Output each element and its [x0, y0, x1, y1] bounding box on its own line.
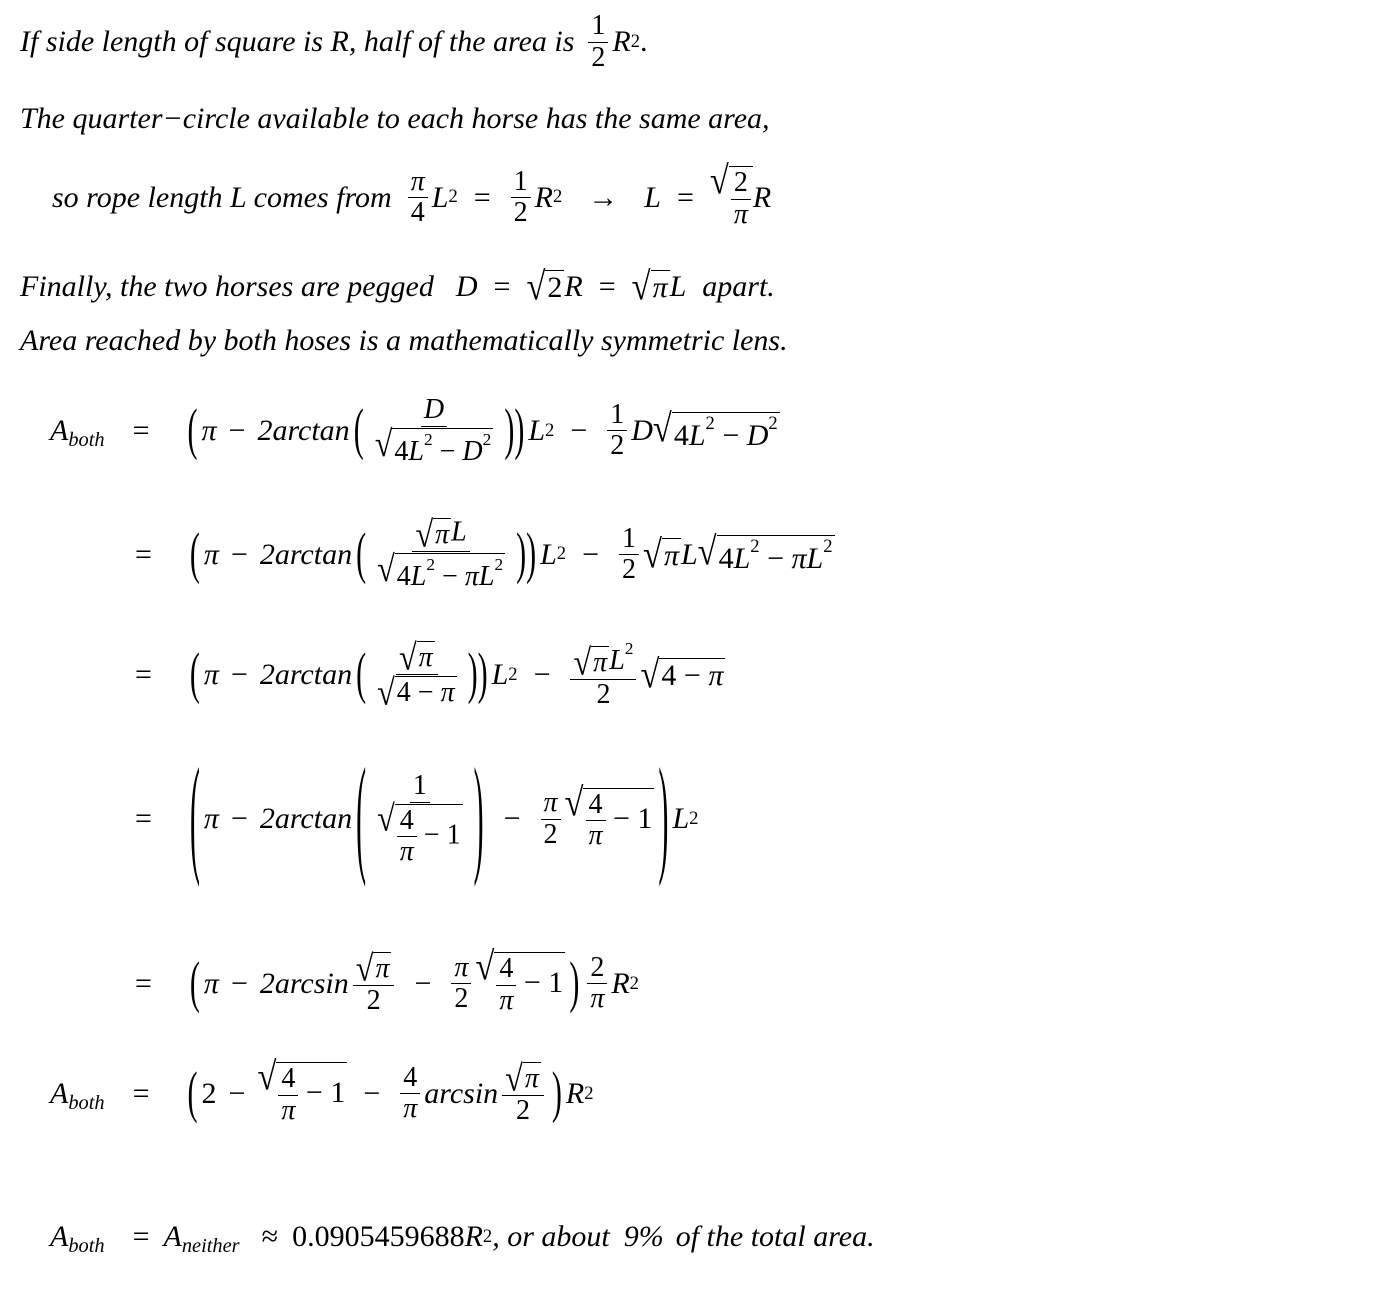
- symbol-L: L: [644, 180, 661, 214]
- final-value: 0.0905459688: [292, 1220, 465, 1253]
- minus-sign: −: [570, 413, 588, 447]
- two-over-pi: [587, 951, 607, 1015]
- arctan-label: 2arctan: [257, 413, 350, 447]
- symbol-R: R: [752, 180, 772, 214]
- symbol-R: R: [564, 270, 583, 304]
- den-two: 2: [543, 818, 558, 850]
- symbol-L: L: [669, 270, 687, 304]
- intro-line-3: so rope length L comes from $\frac{\pi}{4}$ L 2 = $\frac{1}{2}$ R 2 → L = √ $\frac{2}{\pi}$ R: [52, 158, 772, 230]
- approx-sign: ≈: [261, 1220, 279, 1253]
- symbol-A: A: [50, 1220, 69, 1253]
- one-over-sqrt: 1 √ $\frac{4}{\pi}$ − 1: [377, 770, 461, 868]
- den-pi: π: [733, 198, 748, 230]
- final-tail: of the total area.: [675, 1220, 875, 1253]
- symbol-R: R: [534, 180, 553, 214]
- den-two: 2: [366, 985, 381, 1017]
- symbol-A: A: [50, 1076, 69, 1110]
- radicand-pi: π: [652, 271, 668, 304]
- sqrt-two-over-pi: √ $\frac{2}{\pi}$: [710, 166, 753, 229]
- equals-sign: =: [135, 537, 152, 571]
- equals-sign: =: [135, 802, 152, 836]
- sqrtpi-over-sqrt: √ π √ 4 − π: [377, 636, 455, 714]
- equals-sign: =: [135, 657, 152, 691]
- minus-sign: −: [228, 413, 246, 447]
- num-one: 1: [511, 168, 531, 199]
- num-two: 2: [587, 954, 607, 985]
- intro-text-4: Finally, the two horses are pegged: [20, 270, 434, 304]
- final-text: , or about: [492, 1220, 610, 1253]
- num-one: 1: [619, 525, 639, 556]
- symbol-D: D: [455, 270, 478, 304]
- pi-over-2: [451, 951, 471, 1015]
- sqrtpi-l-over-sqrt: √ π L √ $4L^2 - \pi L^2$: [377, 513, 504, 592]
- num-D: D: [421, 396, 447, 427]
- symbol-pi: π: [203, 966, 219, 1000]
- arctan-label: 2arctan: [259, 537, 353, 571]
- den-two: 2: [622, 554, 637, 586]
- equals-sign: =: [493, 270, 511, 304]
- den-two: 2: [596, 679, 611, 711]
- equals-sign: =: [135, 966, 152, 1000]
- arctan-label: 2arctan: [259, 657, 353, 691]
- minus-sign: −: [363, 1076, 381, 1110]
- symbol-pi: π: [203, 802, 219, 836]
- minus-sign: −: [230, 537, 248, 571]
- equation-6: A both = ( 2 − √ $\frac{4}{\pi}$ − 1 − $\frac{4}{\pi}$ arcsin √ π 2 ) R 2: [50, 1055, 594, 1127]
- num-two: 2: [731, 169, 751, 200]
- subscript-both: both: [68, 1091, 105, 1114]
- symbol-pi: π: [203, 657, 219, 691]
- equation-3: = ( π − 2arctan ( √ π √ 4 − π )) L 2 − √ π $L^2$ 2 √ 4 − π: [135, 636, 724, 714]
- minus-sign: −: [503, 802, 521, 836]
- equals-sign: =: [132, 1076, 150, 1110]
- num-one: 1: [607, 401, 627, 432]
- intro-line-4: [20, 265, 775, 309]
- d-over-sqrt: D √ $4L^2 - D^2$: [374, 394, 492, 467]
- arcsin-label: 2arcsin: [259, 966, 349, 1000]
- pi-over-2: [541, 789, 561, 849]
- pi-over-four: [408, 165, 428, 229]
- sqrt-two: √ 2: [526, 265, 563, 309]
- num-pi: π: [451, 954, 471, 985]
- symbol-pi: π: [201, 413, 217, 447]
- den-two: 2: [610, 430, 625, 462]
- arcsin-label: arcsin: [424, 1076, 499, 1110]
- intro-text-4-post: apart.: [702, 270, 775, 304]
- half-fraction: [588, 12, 608, 72]
- num-two: 2: [201, 1076, 217, 1110]
- num-pi: π: [408, 168, 428, 199]
- half-fraction: [607, 398, 627, 462]
- final-percent: 9%: [623, 1220, 664, 1253]
- den-two: 2: [516, 1095, 531, 1127]
- minus-sign: −: [228, 1076, 246, 1110]
- intro-text-1: If side length of square is R, half of the area is: [20, 25, 575, 59]
- den-pi: π: [590, 983, 605, 1015]
- minus-sign: −: [230, 802, 248, 836]
- sqrtpi-l2-over-2: √ π $L^2$ 2: [570, 640, 636, 710]
- sqrtpi-over-2: √ π 2: [353, 952, 395, 1016]
- equals-sign: =: [598, 270, 616, 304]
- intro-line-5: Area reached by both hoses is a mathematically symmetric lens.: [20, 324, 788, 357]
- intro-line-2: The quarter−circle available to each horse has the same area,: [20, 102, 770, 135]
- sqrtpi-over-2: √ π 2: [502, 1062, 544, 1126]
- intro-line-1: If side length of square is R, half of the area is $\frac{1}{2}$ R 2 .: [20, 10, 648, 73]
- symbol-R: R: [464, 1220, 483, 1253]
- fraction-denominator: 2: [591, 41, 606, 73]
- half-fraction: [511, 165, 531, 229]
- symbol-R: R: [612, 25, 631, 59]
- symbol-A: A: [163, 1220, 182, 1253]
- equals-sign: =: [473, 180, 491, 214]
- minus-sign: −: [230, 657, 248, 691]
- num-four: 4: [400, 1064, 420, 1095]
- den-two: 2: [454, 983, 469, 1015]
- den-two: 2: [513, 197, 528, 229]
- final-result: A both = A neither ≈ 0.0905459688 R 2 , or about 9% of the total area.: [50, 1220, 875, 1257]
- symbol-pi: π: [203, 537, 219, 571]
- symbol-R: R: [611, 966, 630, 1000]
- equals-sign: =: [676, 180, 694, 214]
- subscript-both: both: [68, 428, 105, 451]
- equation-1: A both = ( π − 2arctan ( D √ $4L^2 - D^2$ )) L 2 − $\frac{1}{2}$ D √ $4L^2 - D^2$: [50, 394, 778, 467]
- equals-sign: =: [132, 1220, 150, 1253]
- equation-5: = ( π − 2arcsin √ π 2 − $\frac{\pi}{2}$ √ $\frac{4}{\pi}$ − 1 ) $\frac{2}{\pi}$ R 2: [135, 945, 639, 1017]
- symbol-L: L: [431, 180, 449, 214]
- minus-sign: −: [533, 657, 551, 691]
- num-pi: π: [541, 789, 561, 820]
- num-one: 1: [410, 772, 430, 803]
- minus-sign: −: [230, 966, 248, 1000]
- den-pi: π: [403, 1093, 418, 1125]
- symbol-L: L: [528, 413, 546, 447]
- subscript-neither: neither: [181, 1234, 240, 1257]
- symbol-D: D: [631, 413, 653, 447]
- symbol-L: L: [491, 657, 509, 691]
- equals-sign: =: [132, 413, 150, 447]
- subscript-both: both: [68, 1234, 105, 1257]
- symbol-A: A: [50, 413, 69, 447]
- radicand-two: 2: [547, 271, 563, 304]
- four-over-pi: [400, 1061, 420, 1125]
- sqrt-pi: √ π: [631, 265, 668, 309]
- arrow-symbol: →: [588, 180, 619, 214]
- equation-2: = ( π − 2arctan ( √ π L √ $4L^2 - \pi L^2$ )) L 2 − $\frac{1}{2}$ √ π L √ $4L^2 - \pi L^2$: [135, 513, 833, 592]
- intro-text-3: so rope length L comes from: [52, 180, 392, 214]
- symbol-L: L: [540, 537, 557, 571]
- equation-4: = ( π − 2arctan ( 1 √ $\frac{4}{\pi}$ − 1 ) − $\frac{\pi}{2}$ √ $\frac{4}{\pi}$ − 1 ) L 2: [135, 744, 699, 890]
- minus-sign: −: [582, 537, 600, 571]
- symbol-L: L: [672, 802, 690, 836]
- fraction-numerator: 1: [588, 12, 608, 43]
- den-four: 4: [410, 197, 425, 229]
- symbol-R: R: [565, 1076, 585, 1110]
- arctan-label: 2arctan: [259, 802, 353, 836]
- half-fraction: [619, 522, 639, 586]
- minus-sign: −: [414, 966, 432, 1000]
